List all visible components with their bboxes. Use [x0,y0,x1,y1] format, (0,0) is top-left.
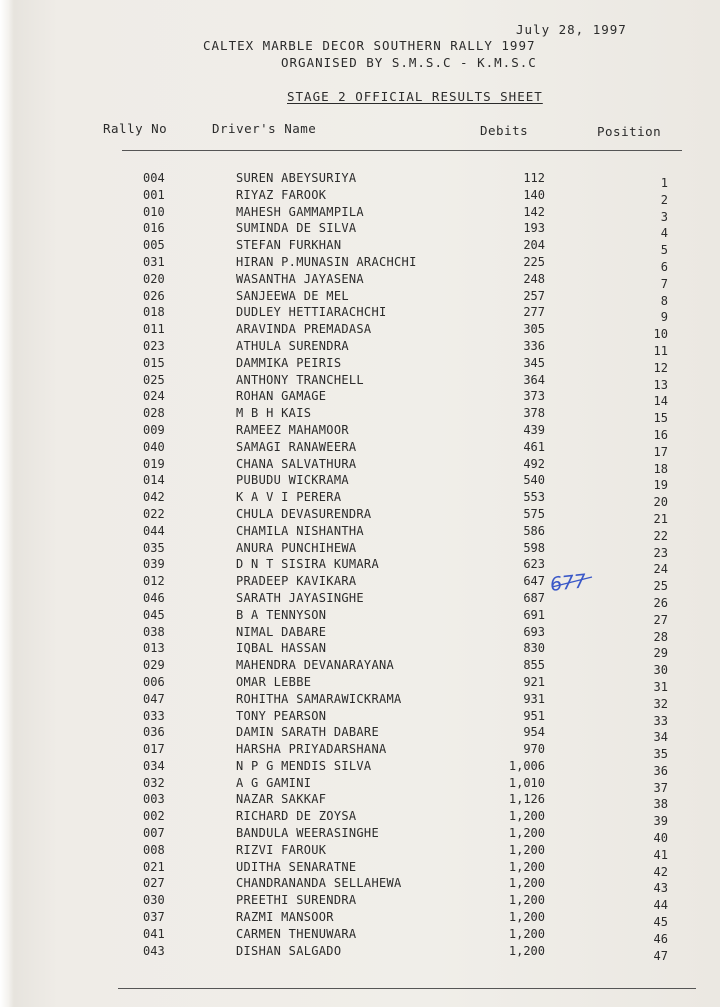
table-row [0,776,720,793]
driver-name-cell: SAMAGI RANAWEERA [236,439,357,454]
table-row [0,675,720,692]
position-cell: 15 [653,411,668,426]
position-cell: 32 [653,696,668,711]
debits-cell: 1,200 [508,842,545,857]
driver-name-cell: PRADEEP KAVIKARA [236,574,357,589]
organiser-line: ORGANISED BY S.M.S.C - K.M.S.C [281,55,537,70]
table-row [0,238,720,258]
column-header-driver: Driver's Name [212,121,317,136]
rally-no-cell: 025 [143,372,165,387]
rally-no-cell: 036 [143,725,165,740]
driver-name-cell: RAZMI MANSOOR [236,910,334,925]
driver-name-cell: TONY PEARSON [236,708,327,723]
rally-no-cell: 030 [143,893,165,908]
rally-no-cell: 019 [143,456,165,471]
position-cell: 41 [653,847,668,862]
driver-name-cell: UDITHA SENARATNE [236,859,357,874]
document-date: July 28, 1997 [516,22,627,37]
table-row [0,289,720,306]
rally-no-cell: 038 [143,624,165,639]
position-cell: 25 [653,579,668,594]
position-cell: 38 [653,797,668,812]
position-cell: 17 [653,444,668,459]
driver-name-cell: ROHAN GAMAGE [236,389,327,404]
position-cell: 46 [653,931,668,946]
results-table [0,171,720,963]
column-header-rally-no: Rally No [103,121,168,136]
handwritten-annotation-text: 677 [548,570,588,596]
position-cell: 22 [653,528,668,543]
rally-no-cell: 037 [143,910,165,925]
position-cell: 11 [653,343,668,358]
driver-name-cell: DAMMIKA PEIRIS [236,355,342,370]
position-cell: 16 [653,427,668,442]
table-row [0,574,720,594]
table-row [0,759,720,776]
table-row [0,893,720,913]
debits-cell: 225 [523,254,545,269]
driver-name-cell: BANDULA WEERASINGHE [236,826,379,841]
debits-cell: 830 [523,641,545,656]
rally-no-cell: 022 [143,506,165,521]
position-cell: 4 [660,226,668,241]
debits-cell: 691 [523,607,545,622]
position-cell: 14 [653,394,668,409]
rally-no-cell: 004 [143,171,165,185]
position-cell: 42 [653,864,668,879]
table-row [0,305,720,325]
debits-cell: 1,006 [508,758,545,773]
handwritten-annotation [548,563,596,597]
position-cell: 6 [660,259,668,274]
debits-cell: 193 [523,221,545,236]
header-divider [122,150,682,151]
debits-cell: 112 [523,171,545,185]
driver-name-cell: OMAR LEBBE [236,674,312,689]
debits-cell: 553 [523,490,545,505]
rally-no-cell: 028 [143,406,165,421]
rally-no-cell: 047 [143,691,165,706]
rally-no-cell: 020 [143,271,165,286]
driver-name-cell: D N T SISIRA KUMARA [236,557,379,572]
driver-name-cell: IQBAL HASSAN [236,641,327,656]
debits-cell: 855 [523,658,545,673]
rally-no-cell: 007 [143,826,165,841]
debits-cell: 364 [523,372,545,387]
debits-cell: 248 [523,271,545,286]
rally-no-cell: 027 [143,876,165,891]
rally-no-cell: 008 [143,842,165,857]
rally-no-cell: 034 [143,758,165,773]
debits-cell: 586 [523,523,545,538]
position-cell: 23 [653,545,668,560]
table-row [0,272,720,289]
rally-no-cell: 015 [143,355,165,370]
rally-no-cell: 035 [143,540,165,555]
driver-name-cell: RICHARD DE ZOYSA [236,809,357,824]
rally-no-cell: 011 [143,322,165,337]
table-row [0,322,720,342]
debits-cell: 623 [523,557,545,572]
position-cell: 30 [653,663,668,678]
table-row [0,876,720,896]
rally-no-cell: 013 [143,641,165,656]
table-row [0,826,720,846]
debits-cell: 1,200 [508,859,545,874]
position-cell: 20 [653,495,668,510]
driver-name-cell: N P G MENDIS SILVA [236,758,372,773]
position-cell: 1 [660,176,668,190]
table-row [0,440,720,457]
position-cell: 47 [653,948,668,963]
driver-name-cell: WASANTHA JAYASENA [236,271,364,286]
debits-cell: 1,200 [508,943,545,958]
table-row [0,725,720,745]
driver-name-cell: MAHESH GAMMAMPILA [236,204,364,219]
driver-name-cell: SUMINDA DE SILVA [236,221,357,236]
column-header-position: Position [597,124,662,139]
driver-name-cell: RAMEEZ MAHAMOOR [236,422,349,437]
table-row [0,205,720,222]
debits-cell: 1,200 [508,809,545,824]
debits-cell: 1,200 [508,910,545,925]
position-cell: 43 [653,881,668,896]
position-cell: 29 [653,646,668,661]
rally-no-cell: 041 [143,926,165,941]
driver-name-cell: SARATH JAYASINGHE [236,590,364,605]
position-cell: 27 [653,612,668,627]
position-cell: 12 [653,360,668,375]
debits-cell: 142 [523,204,545,219]
rally-no-cell: 032 [143,775,165,790]
driver-name-cell: ARAVINDA PREMADASA [236,322,372,337]
debits-cell: 647 [523,574,545,589]
rally-no-cell: 033 [143,708,165,723]
driver-name-cell: ANTHONY TRANCHELL [236,372,364,387]
driver-name-cell: PREETHI SURENDRA [236,893,357,908]
table-row [0,457,720,474]
driver-name-cell: HIRAN P.MUNASIN ARACHCHI [236,254,417,269]
position-cell: 19 [653,478,668,493]
driver-name-cell: HARSHA PRIYADARSHANA [236,742,387,757]
position-cell: 21 [653,511,668,526]
position-cell: 40 [653,831,668,846]
driver-name-cell: SUREN ABEYSURIYA [236,171,357,185]
debits-cell: 378 [523,406,545,421]
rally-no-cell: 017 [143,742,165,757]
rally-no-cell: 009 [143,422,165,437]
table-row [0,641,720,661]
table-row [0,910,720,930]
rally-no-cell: 040 [143,439,165,454]
event-title: CALTEX MARBLE DECOR SOUTHERN RALLY 1997 [203,38,536,53]
debits-cell: 1,200 [508,926,545,941]
debits-cell: 687 [523,590,545,605]
driver-name-cell: CHANA SALVATHURA [236,456,357,471]
debits-cell: 693 [523,624,545,639]
table-row [0,524,720,541]
position-cell: 3 [660,209,668,224]
debits-cell: 598 [523,540,545,555]
rally-no-cell: 043 [143,943,165,958]
rally-no-cell: 012 [143,574,165,589]
driver-name-cell: RIZVI FAROUK [236,842,327,857]
table-row [0,473,720,493]
debits-cell: 954 [523,725,545,740]
table-row [0,389,720,409]
column-header-debits: Debits [480,123,529,138]
debits-cell: 1,010 [508,775,545,790]
position-cell: 24 [653,562,668,577]
rally-no-cell: 010 [143,204,165,219]
driver-name-cell: PUBUDU WICKRAMA [236,473,349,488]
driver-name-cell: NAZAR SAKKAF [236,792,327,807]
debits-cell: 1,200 [508,876,545,891]
position-cell: 8 [660,293,668,308]
driver-name-cell: NIMAL DABARE [236,624,327,639]
footer-divider [118,988,696,989]
rally-no-cell: 039 [143,557,165,572]
table-row [0,927,720,944]
rally-no-cell: 014 [143,473,165,488]
rally-no-cell: 001 [143,187,165,202]
table-row [0,406,720,426]
table-row [0,843,720,860]
driver-name-cell: RIYAZ FAROOK [236,187,327,202]
rally-no-cell: 016 [143,221,165,236]
table-row [0,557,720,577]
table-row [0,709,720,726]
debits-cell: 336 [523,338,545,353]
driver-name-cell: ATHULA SURENDRA [236,338,349,353]
driver-name-cell: STEFAN FURKHAN [236,238,342,253]
driver-name-cell: MAHENDRA DEVANARAYANA [236,658,395,673]
debits-cell: 461 [523,439,545,454]
driver-name-cell: DISHAN SALGADO [236,943,342,958]
debits-cell: 1,126 [508,792,545,807]
table-row [0,373,720,390]
table-row [0,507,720,524]
debits-cell: 492 [523,456,545,471]
debits-cell: 140 [523,187,545,202]
driver-name-cell: DUDLEY HETTIARACHCHI [236,305,387,320]
position-cell: 37 [653,780,668,795]
debits-cell: 970 [523,742,545,757]
driver-name-cell: CARMEN THENUWARA [236,926,357,941]
rally-no-cell: 018 [143,305,165,320]
debits-cell: 931 [523,691,545,706]
table-row [0,860,720,877]
table-row [0,171,720,188]
position-cell: 13 [653,377,668,392]
table-row [0,792,720,812]
rally-no-cell: 046 [143,590,165,605]
table-row [0,591,720,608]
debits-cell: 1,200 [508,826,545,841]
position-cell: 39 [653,814,668,829]
driver-name-cell: ANURA PUNCHIHEWA [236,540,357,555]
table-row [0,221,720,241]
rally-no-cell: 002 [143,809,165,824]
position-cell: 34 [653,730,668,745]
position-cell: 45 [653,915,668,930]
table-row [0,339,720,356]
position-cell: 35 [653,747,668,762]
rally-no-cell: 024 [143,389,165,404]
driver-name-cell: CHANDRANANDA SELLAHEWA [236,876,402,891]
position-cell: 28 [653,629,668,644]
position-cell: 31 [653,679,668,694]
driver-name-cell: SANJEEWA DE MEL [236,288,349,303]
rally-no-cell: 042 [143,490,165,505]
rally-no-cell: 031 [143,254,165,269]
table-row [0,625,720,642]
rally-no-cell: 044 [143,523,165,538]
table-row [0,944,720,961]
position-cell: 5 [660,243,668,258]
driver-name-cell: B A TENNYSON [236,607,327,622]
table-row [0,692,720,709]
debits-cell: 1,200 [508,893,545,908]
position-cell: 10 [653,327,668,342]
debits-cell: 257 [523,288,545,303]
position-cell: 9 [660,310,668,325]
table-row [0,608,720,625]
driver-name-cell: A G GAMINI [236,775,312,790]
driver-name-cell: K A V I PERERA [236,490,342,505]
table-row [0,356,720,373]
position-cell: 2 [660,192,668,207]
rally-no-cell: 005 [143,238,165,253]
table-row [0,742,720,762]
position-cell: 33 [653,713,668,728]
table-row [0,658,720,678]
position-cell: 36 [653,763,668,778]
table-row [0,809,720,829]
driver-name-cell: CHAMILA NISHANTHA [236,523,364,538]
rally-no-cell: 023 [143,338,165,353]
debits-cell: 345 [523,355,545,370]
driver-name-cell: M B H KAIS [236,406,312,421]
position-cell: 7 [660,276,668,291]
rally-no-cell: 003 [143,792,165,807]
rally-no-cell: 029 [143,658,165,673]
position-cell: 44 [653,898,668,913]
driver-name-cell: ROHITHA SAMARAWICKRAMA [236,691,402,706]
debits-cell: 277 [523,305,545,320]
position-cell: 18 [653,461,668,476]
table-row [0,423,720,440]
debits-cell: 540 [523,473,545,488]
debits-cell: 204 [523,238,545,253]
table-row [0,188,720,205]
debits-cell: 921 [523,674,545,689]
sheet-title: STAGE 2 OFFICIAL RESULTS SHEET [287,89,543,104]
debits-cell: 575 [523,506,545,521]
debits-cell: 305 [523,322,545,337]
table-row [0,541,720,558]
table-row [0,255,720,272]
driver-name-cell: CHULA DEVASURENDRA [236,506,372,521]
debits-cell: 439 [523,422,545,437]
rally-no-cell: 026 [143,288,165,303]
driver-name-cell: DAMIN SARATH DABARE [236,725,379,740]
debits-cell: 951 [523,708,545,723]
rally-no-cell: 045 [143,607,165,622]
table-row [0,490,720,510]
rally-no-cell: 006 [143,674,165,689]
debits-cell: 373 [523,389,545,404]
rally-no-cell: 021 [143,859,165,874]
position-cell: 26 [653,595,668,610]
